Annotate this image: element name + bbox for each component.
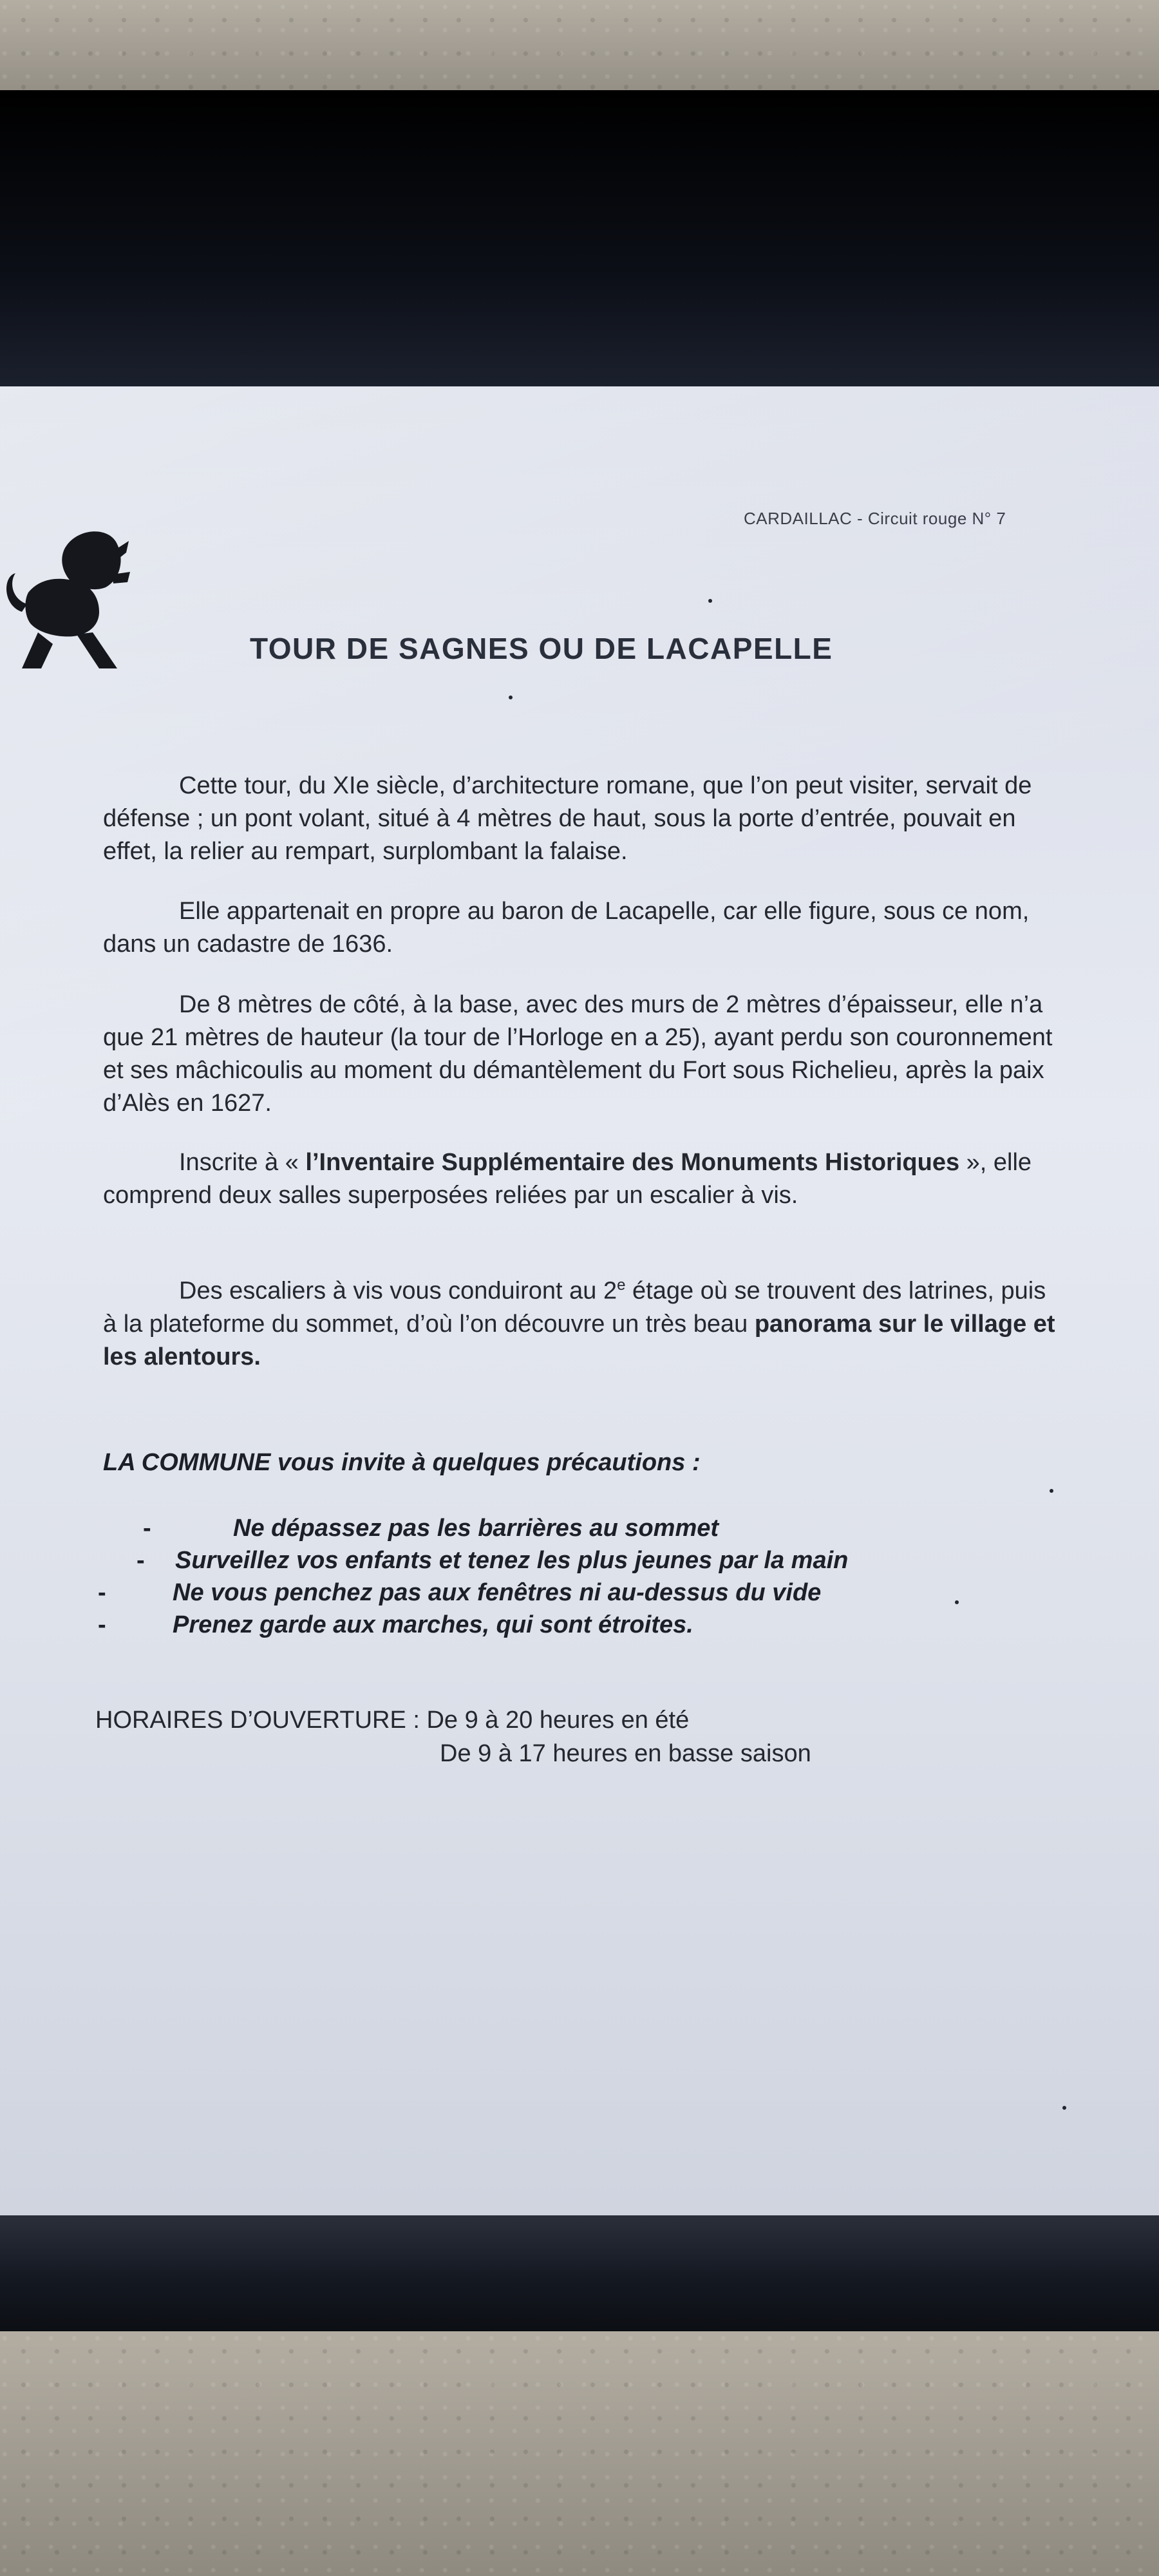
print-speck (708, 599, 712, 603)
paragraph-visit (103, 1269, 1056, 1374)
display-case-shadow (0, 90, 1159, 399)
rule-bullet: - (98, 1611, 106, 1638)
print-speck (955, 1600, 959, 1604)
paragraph-visit-part1: Des escaliers à vis vous conduiront au 2 (179, 1277, 617, 1305)
heraldic-lion-icon (3, 515, 131, 676)
display-case-bottom-edge (0, 2215, 1159, 2344)
rule-bullet: - (137, 1547, 145, 1574)
page-title: TOUR DE SAGNES OU DE LACAPELLE (250, 632, 833, 665)
stone-wall-bottom (0, 2331, 1159, 2576)
paragraph-history (103, 770, 1056, 868)
rule-bullet: - (98, 1579, 106, 1606)
precautions-heading: LA COMMUNE vous invite à quelques précautions : (103, 1449, 701, 1476)
paragraph-monument-suffix: », elle comprend deux salles superposées reliées par un escalier à vis. (103, 1149, 1032, 1209)
rule-bullet: - (143, 1515, 151, 1542)
paragraph-visit-bold: panorama sur le village et les alentours. (103, 1310, 1055, 1370)
paragraph-visit-sup: e (617, 1276, 626, 1294)
print-speck (509, 696, 513, 699)
rule-item: Prenez garde aux marches, qui sont étroites. (173, 1611, 693, 1638)
rule-item: Ne dépassez pas les barrières au sommet (233, 1515, 719, 1542)
paragraph-monument-prefix: Inscrite à « (179, 1149, 306, 1176)
paragraph-monument (103, 1146, 1056, 1212)
opening-hours-summer: HORAIRES D’OUVERTURE : De 9 à 20 heures en été (95, 1707, 690, 1734)
paragraph-monument-bold: l’Inventaire Supplémentaire des Monuments Historiques (305, 1149, 960, 1176)
opening-hours-low-season: De 9 à 17 heures en basse saison (440, 1740, 811, 1767)
circuit-reference: CARDAILLAC - Circuit rouge N° 7 (744, 509, 1006, 528)
print-speck (1062, 2106, 1066, 2110)
paragraph-owner-text: Elle appartenait en propre au baron de Lacapelle, car elle figure, sous ce nom, dans un cadastre de 1636. (103, 898, 1030, 958)
paragraph-dimensions (103, 989, 1056, 1120)
rule-item: Ne vous penchez pas aux fenêtres ni au-dessus du vide (173, 1579, 822, 1606)
paragraph-owner (103, 895, 1056, 961)
rule-item: Surveillez vos enfants et tenez les plus jeunes par la main (175, 1547, 849, 1574)
paragraph-history-text: Cette tour, du XIe siècle, d’architecture romane, que l’on peut visiter, servait de défense ; un pont volant, situé à 4 mètres de haut, sous la porte d’entrée, pouvait en effet, la relier au rempart, surplombant la falaise. (103, 772, 1032, 865)
paragraph-dimensions-text: De 8 mètres de côté, à la base, avec des murs de 2 mètres d’épaisseur, elle n’a que 21 mètres de hauteur (la tour de l’Horloge en a 25), ayant perdu son couronnement et ses mâchicoulis au moment du démantèlement du Fort sous Richelieu, après la paix d’Alès en 1627. (103, 991, 1053, 1117)
information-sheet (0, 386, 1159, 2215)
print-speck (1050, 1489, 1053, 1493)
paragraph-visit-part2: étage où se trouvent des latrines, puis à la plateforme du sommet, d’où l’on découvre un très beau (103, 1277, 1046, 1338)
